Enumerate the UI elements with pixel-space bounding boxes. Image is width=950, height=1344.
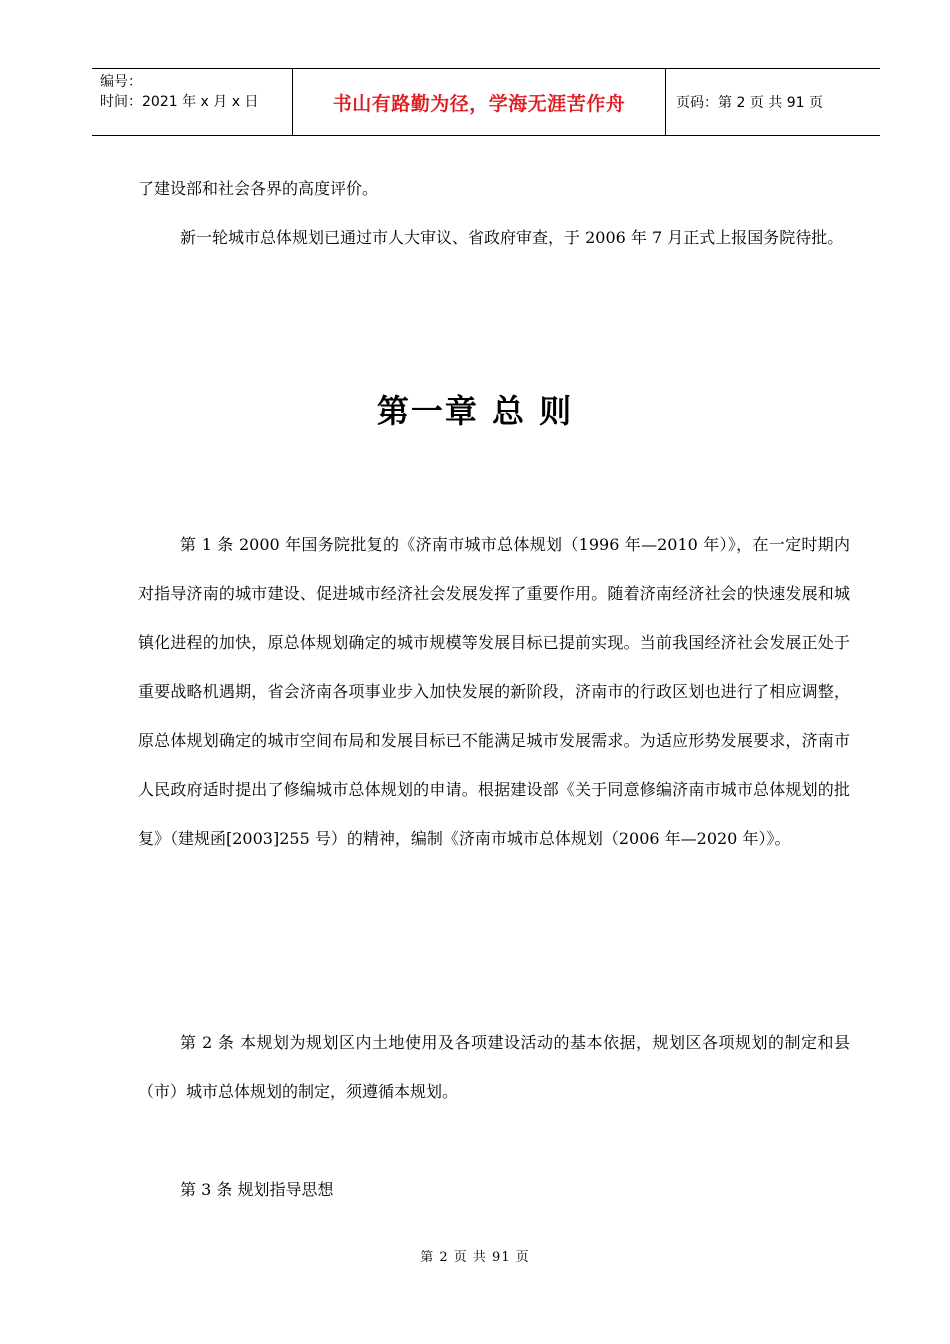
time-label: 时间：2021 年 x 月 x 日 bbox=[100, 94, 259, 110]
header-meta-cell bbox=[92, 69, 293, 135]
document-header bbox=[92, 68, 880, 136]
article-2 bbox=[138, 1018, 850, 1116]
intro-paragraph-2: 新一轮城市总体规划已通过市人大审议、省政府审查，于 2006 年 7 月正式上报国务院待批。 bbox=[180, 228, 844, 247]
article-3 bbox=[138, 1165, 850, 1214]
header-page-label: 页码：第 2 页 共 91 页 bbox=[676, 95, 823, 111]
intro-paragraph-1: 了建设部和社会各界的高度评价。 bbox=[138, 179, 379, 198]
header-motto: 书山有路勤为径，学海无涯苦作舟 bbox=[293, 69, 666, 135]
doc-number-label: 编号： bbox=[100, 74, 142, 90]
intro-section bbox=[138, 164, 850, 262]
article-1-text: 第 1 条 2000 年国务院批复的《济南市城市总体规划（1996 年—2010 年）》，在一定时期内对指导济南的城市建设、促进城市经济社会发展发挥了重要作用。随着济南经济社会的快速发展和城镇化进程的加快，原总体规划确定的城市规模等发展目标已提前实现。当前我国经济社会发展正处于重要战略机遇期，省会济南各项事业步入加快发展的新阶段，济南市的行政区划也进行了相应调整，原总体规划确定的城市空间布局和发展目标已不能满足城市发展需求。为适应形势发展要求，济南市人民政府适时提出了修编城市总体规划的申请。根据建设部《关于同意修编济南市城市总体规划的批复》（建规函[2003]255 号）的精神，编制《济南市城市总体规划（2006 年—2020 年）》。 bbox=[138, 535, 850, 848]
article-3-heading: 第 3 条 规划指导思想 bbox=[180, 1180, 334, 1199]
article-2-text: 第 2 条 本规划为规划区内土地使用及各项建设活动的基本依据，规划区各项规划的制定和县（市）城市总体规划的制定，须遵循本规划。 bbox=[138, 1033, 850, 1101]
article-1 bbox=[138, 520, 850, 863]
page-footer: 第 2 页 共 91 页 bbox=[420, 1250, 530, 1265]
chapter-title: 第一章 总 则 bbox=[376, 392, 574, 430]
